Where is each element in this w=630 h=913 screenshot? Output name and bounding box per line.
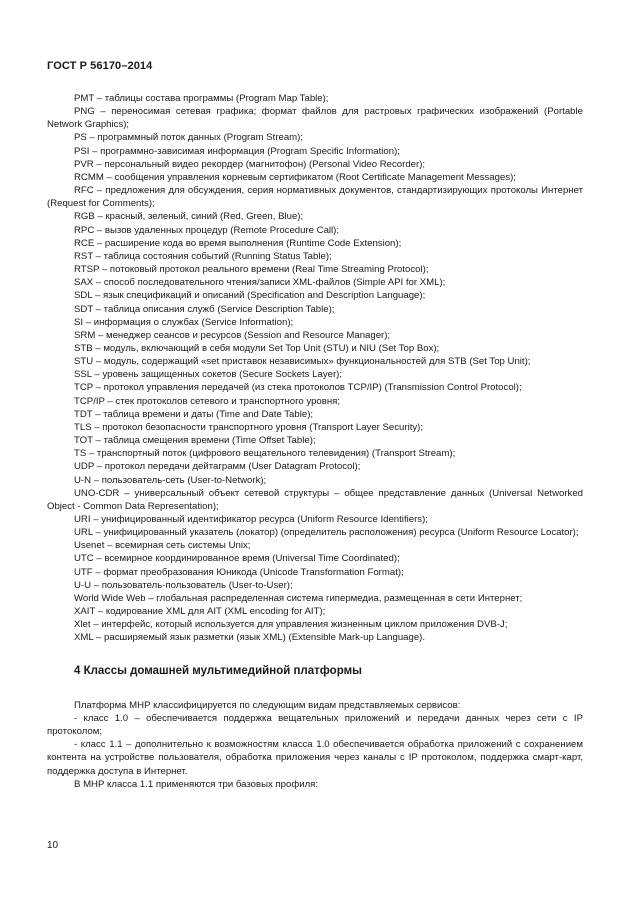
abbreviation-entry: UTC – всемирное координированное время (Universal Time Coordinated); — [74, 553, 400, 565]
abbreviation-entry: PNG – переносимая сетевая графика; формат файлов для растровых графических изображений (Portable Network Graphics); — [47, 106, 583, 131]
abbreviation-entry: PSI – программно-зависимая информация (Program Specific Information); — [74, 145, 400, 157]
section-paragraph: Платформа МНР классифицируется по следующим видам представляемых сервисов: — [74, 699, 461, 711]
abbreviation-entry: TOT – таблица смещения времени (Time Offset Table); — [74, 435, 316, 447]
abbreviation-entry: TCP – протокол управления передачей (из стека протоколов TCP/IP) (Transmission Control Protocol); — [74, 382, 522, 394]
abbreviation-entry: TCP/IP – стек протоколов сетевого и транспортного уровня; — [74, 395, 341, 407]
abbreviation-entry: RPC – вызов удаленных процедур (Remote Procedure Call); — [74, 224, 340, 236]
page-number: 10 — [47, 840, 59, 851]
abbreviation-entry: TS – транспортный поток (цифрового вещательного телевидения) (Transport Stream); — [74, 448, 456, 460]
abbreviation-entry: UTF – формат преобразования Юникода (Unicode Transformation Format); — [74, 566, 404, 578]
abbreviation-entry: URI – унифицированный идентификатор ресурса (Uniform Resource Identifiers); — [74, 514, 428, 525]
abbreviation-entry: STU – модуль, содержащий «set приставок независимых» функциональностей для STB (Set Top Unit); — [74, 356, 531, 368]
abbreviation-entry: XML – расширяемый язык разметки (язык XML) (Extensible Mark-up Language). — [74, 632, 426, 644]
section-body — [47, 699, 583, 791]
abbreviation-entry: URL – унифицированный указатель (локатор) (определитель расположения) ресурса (Uniform Resource Locator); — [74, 527, 579, 539]
abbreviation-entry: RCMM – сообщения управления корневым сертификатом (Root Certificate Management Messages); — [74, 171, 516, 183]
abbreviation-entry: UDP – протокол передачи дейтаграмм (User Datagram Protocol); — [74, 461, 361, 473]
abbreviation-entry: RTSP – потоковый протокол реального времени (Real Time Streaming Protocol); — [74, 264, 429, 276]
abbreviation-entry: RST – таблица состояния событий (Running Status Table); — [74, 250, 332, 262]
abbreviation-entry: UNO-CDR – универсальный объект сетевой структуры – общее представление данных (Universal Networked Object - Common Data Representation); — [47, 487, 583, 512]
abbreviation-entry: U-N – пользователь-сеть (User-to-Network); — [74, 474, 267, 486]
abbreviation-list — [47, 92, 583, 645]
abbreviation-entry: SDL – язык спецификаций и описаний (Specification and Description Language); — [74, 290, 426, 302]
abbreviation-entry: PMT – таблицы состава программы (Program Map Table); — [74, 93, 329, 104]
abbreviation-entry: Xlet – интерфейс, который используется для управления жизненным циклом приложения DVB-J; — [74, 619, 508, 631]
abbreviation-entry: World Wide Web – глобальная распределенная система гипермедиа, размещенная в сети Интернет; — [74, 592, 523, 604]
abbreviation-entry: Usenet – всемирная сеть системы Unix; — [74, 540, 251, 552]
abbreviation-entry: PVR – персональный видео рекордер (магнитофон) (Personal Video Recorder); — [74, 158, 426, 170]
section-paragraph: - класс 1.0 – обеспечивается поддержка вещательных приложений и передачи данных через сети с IP протоколом; — [47, 712, 583, 738]
abbreviation-entry: SRM – менеджер сеансов и ресурсов (Session and Resource Manager); — [74, 329, 391, 341]
abbreviation-entry: TDT – таблица времени и даты (Time and Date Table); — [74, 408, 314, 420]
abbreviation-entry: STB – модуль, включающий в себя модули Set Top Unit (STU) и NIU (Set Top Box); — [74, 342, 440, 354]
section-heading: 4 Классы домашней мультимедийной платформы — [74, 664, 362, 677]
abbreviation-entry: RFC – предложения для обсуждения, серия нормативных документов, стандартизирующих протоколы Интернет (Request for Comments); — [47, 185, 583, 210]
section-paragraph: - класс 1.1 – дополнительно к возможностям класса 1.0 обеспечивается обработка приложений с сохранением контента на устройстве пользователя, обработка приложения через каналы с IP протоколом, поддержка смарт-карт, поддержка доступа в Интернет. — [47, 739, 583, 777]
page-body — [47, 92, 583, 791]
abbreviation-entry: SAX – способ последовательного чтения/записи XML-файлов (Simple API for XML); — [74, 277, 446, 289]
abbreviation-entry: RGB – красный, зеленый, синий (Red, Green, Blue); — [74, 211, 304, 223]
abbreviation-entry: RCE – расширение кода во время выполнения (Runtime Code Extension); — [74, 237, 402, 249]
abbreviation-entry: U-U – пользователь-пользователь (User-to-User); — [74, 579, 293, 591]
abbreviation-entry: XAIT – кодирование XML для AIT (XML encoding for AIT); — [74, 606, 326, 618]
abbreviation-entry: TLS – протокол безопасности транспортного уровня (Transport Layer Security); — [74, 421, 424, 433]
abbreviation-entry: SSL – уровень защищенных сокетов (Secure Sockets Layer); — [74, 369, 343, 381]
section-paragraph: В МНР класса 1.1 применяются три базовых профиля: — [74, 778, 319, 790]
abbreviation-entry: PS – программный поток данных (Program Stream); — [74, 132, 304, 144]
abbreviation-entry: SDT – таблица описания служб (Service Description Table); — [74, 303, 335, 315]
abbreviation-entry: SI – информация о службах (Service Information); — [74, 316, 294, 328]
document-header: ГОСТ Р 56170–2014 — [47, 60, 153, 72]
